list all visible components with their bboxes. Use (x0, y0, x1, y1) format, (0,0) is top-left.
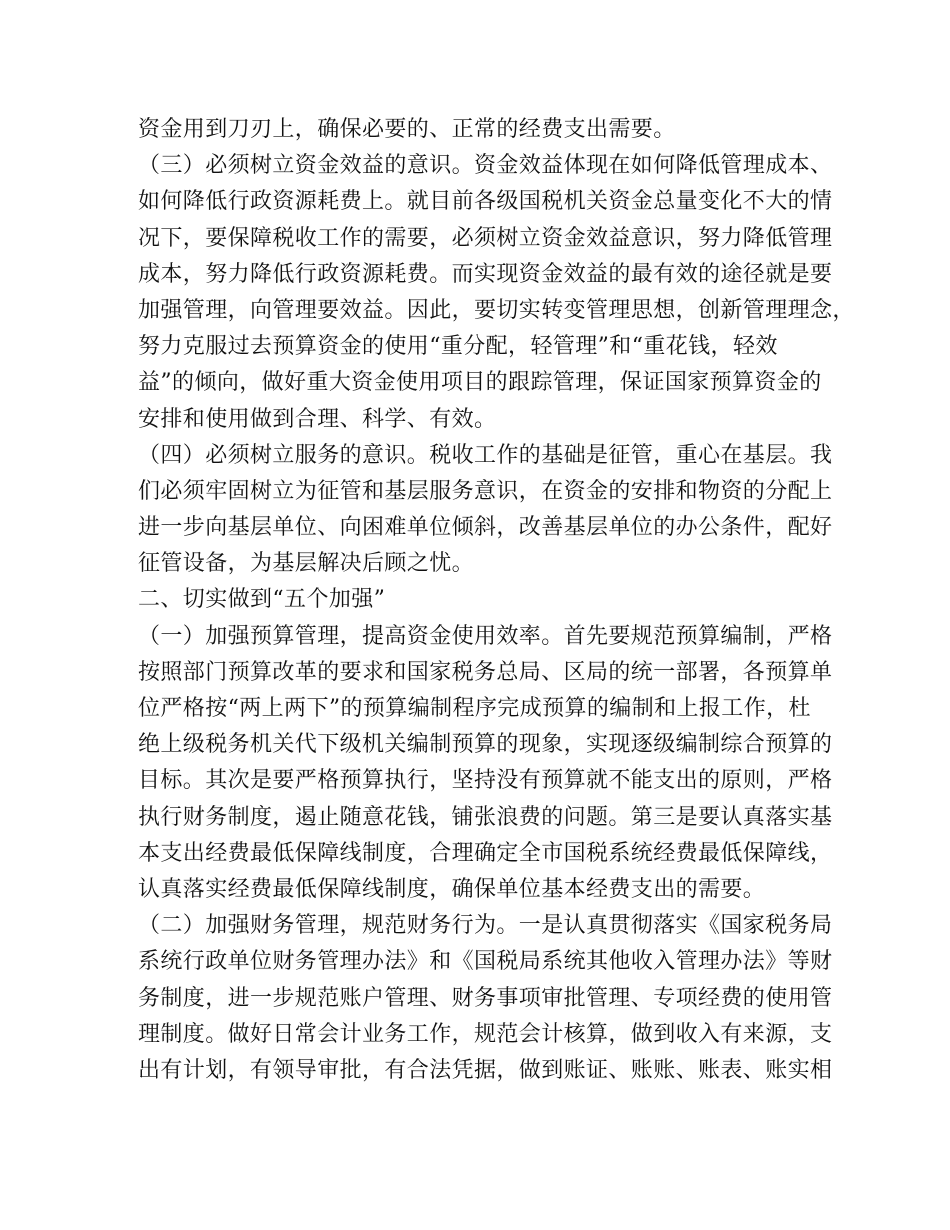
text-line: 务制度，进一步规范账户管理、财务事项审批管理、专项经费的使用管 (138, 985, 833, 1011)
text-line: 进一步向基层单位、向困难单位倾斜，改善基层单位的办公条件，配好 (138, 515, 833, 541)
section-title: 二、切实做到“五个加强” (138, 587, 386, 613)
text-line: 位严格按“两上两下”的预算编制程序完成预算的编制和上报工作，杜 (138, 696, 811, 721)
section-heading-line: （四）必须树立服务的意识。税收工作的基础是征管，重心在基层。我 (138, 442, 833, 468)
text-line: 出有计划，有领导审批，有合法凭据，做到账证、账账、账表、账实相 (138, 1057, 833, 1083)
text-line: 系统行政单位财务管理办法》和《国税局系统其他收入管理办法》等财 (138, 949, 833, 975)
text-line: 理制度。做好日常会计业务工作，规范会计核算，做到收入有来源，支 (138, 1021, 833, 1047)
text-line: 绝上级税务机关代下级机关编制预算的现象，实现逐级编制综合预算的 (138, 732, 833, 758)
text-line: 们必须牢固树立为征管和基层服务意识，在资金的安排和物资的分配上 (138, 478, 833, 504)
section-heading-line: （二）加强财务管理，规范财务行为。一是认真贯彻落实《国家税务局 (138, 913, 833, 939)
text-line: 认真落实经费最低保障线制度，确保单位基本经费支出的需要。 (138, 876, 766, 902)
text-line: 安排和使用做到合理、科学、有效。 (138, 406, 497, 432)
text-line: 征管设备，为基层解决后顾之忧。 (138, 551, 475, 577)
text-line: 况下，要保障税收工作的需要，必须树立资金效益意识，努力降低管理 (138, 225, 833, 251)
text-line: 加强管理，向管理要效益。因此，要切实转变管理思想，创新管理理念， (138, 297, 855, 323)
text-line: 努力克服过去预算资金的使用“重分配，轻管理”和“重花钱，轻效 (138, 334, 778, 360)
text-line: 益”的倾向，做好重大资金使用项目的跟踪管理，保证国家预算资金的 (138, 370, 822, 396)
text-line: 执行财务制度，遏止随意花钱，铺张浪费的问题。第三是要认真落实基 (138, 804, 833, 830)
text-line: 资金用到刀刃上，确保必要的、正常的经费支出需要。 (138, 117, 676, 142)
section-heading-line: （一）加强预算管理，提高资金使用效率。首先要规范预算编制，严格 (138, 623, 833, 649)
text-line: 成本，努力降低行政资源耗费。而实现资金效益的最有效的途径就是要 (138, 261, 833, 287)
document-body (138, 112, 855, 1089)
text-line: 如何降低行政资源耗费上。就目前各级国税机关资金总量变化不大的情 (138, 189, 833, 215)
section-heading-line: （三）必须树立资金效益的意识。资金效益体现在如何降低管理成本、 (138, 153, 833, 179)
text-line: 目标。其次是要严格预算执行，坚持没有预算就不能支出的原则，严格 (138, 768, 833, 794)
text-line: 按照部门预算改革的要求和国家税务总局、区局的统一部署，各预算单 (138, 659, 833, 685)
text-line: 本支出经费最低保障线制度，合理确定全市国税系统经费最低保障线， (138, 840, 833, 866)
